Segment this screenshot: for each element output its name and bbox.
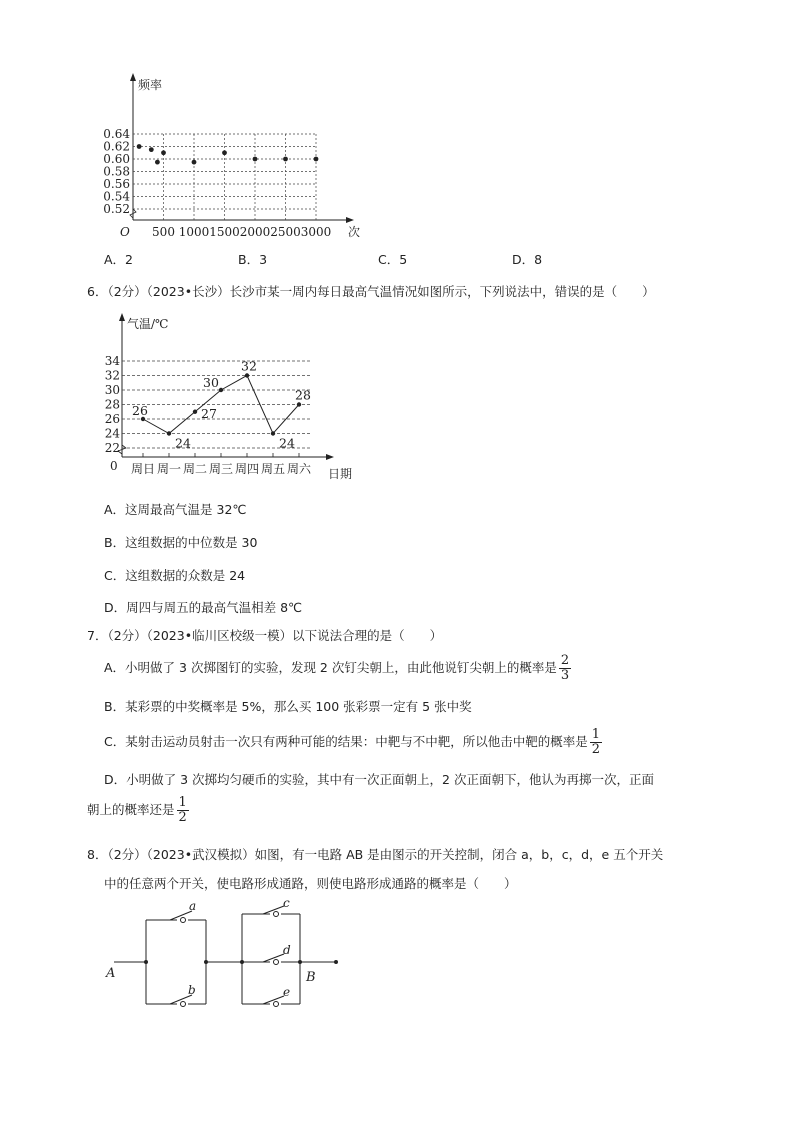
y-axis-label: 气温/℃ bbox=[127, 317, 169, 331]
switch-e-contact bbox=[274, 1002, 279, 1007]
label-a: a bbox=[189, 899, 197, 913]
q8-stem-line2: 中的任意两个开关，使电路形成通路，则使电路形成通路的概率是（ ） bbox=[104, 876, 517, 891]
q7-option-d-line2: 朝上的概率还是 bbox=[87, 802, 175, 817]
label-b: b bbox=[188, 983, 196, 997]
q7-option-c[interactable] bbox=[104, 728, 602, 757]
data-point bbox=[222, 150, 227, 155]
y-tick-label: 0.54 bbox=[103, 189, 130, 204]
data-label: 24 bbox=[279, 435, 295, 451]
x-tick-label: 1500 bbox=[209, 225, 240, 239]
data-point bbox=[253, 157, 258, 162]
q7-option-d-line1: D．小明做了 3 次掷均匀硬币的实验，其中有一次正面朝上，2 次正面朝下，他认为再掷一次，正面 bbox=[104, 772, 654, 787]
data-point bbox=[219, 388, 223, 392]
temperature-chart bbox=[98, 310, 368, 488]
q8-stem-line1: 8．（2分）（2023•武汉模拟）如图，有一电路 AB 是由图示的开关控制，闭合 a，b，c，d，e 五个开关 bbox=[87, 847, 664, 862]
data-point bbox=[271, 431, 275, 435]
data-point bbox=[314, 157, 319, 162]
x-axis-label: 次 bbox=[348, 225, 361, 239]
switch-c-contact bbox=[274, 912, 279, 917]
data-label: 24 bbox=[175, 435, 191, 451]
q5-option-b[interactable]: B．3 bbox=[238, 252, 268, 267]
x-tick-label: 3000 bbox=[300, 225, 332, 239]
data-point bbox=[283, 157, 288, 162]
y-axis-label: 频率 bbox=[138, 78, 163, 92]
data-point bbox=[167, 431, 171, 435]
y-tick-label: 24 bbox=[104, 426, 120, 441]
data-point bbox=[192, 160, 197, 165]
label-B: B bbox=[306, 970, 316, 985]
y-tick-label: 22 bbox=[104, 441, 120, 455]
q7-option-c-text: C．某射击运动员射击一次只有两种可能的结果：中靶与不中靶，所以他击中靶的概率是 bbox=[104, 734, 588, 749]
data-point bbox=[149, 147, 154, 152]
y-tick-label: 26 bbox=[104, 412, 120, 426]
q7-option-c-fraction: $\frac{1}{2}$ bbox=[591, 727, 601, 757]
label-c: c bbox=[283, 898, 290, 910]
node-left bbox=[144, 960, 148, 964]
y-axis-arrow bbox=[119, 313, 125, 321]
x-tick-label: 周日 bbox=[130, 462, 156, 476]
y-tick-label: 0.60 bbox=[103, 152, 130, 166]
node-right bbox=[298, 960, 302, 964]
q6-option-d[interactable]: D．周四与周五的最高气温相差 8℃ bbox=[104, 600, 303, 615]
y-tick-label: 0.58 bbox=[103, 164, 130, 179]
data-label: 32 bbox=[241, 358, 257, 374]
x-tick-label: 2500 bbox=[270, 225, 301, 239]
switch-a-contact bbox=[181, 918, 186, 923]
y-tick-label: 28 bbox=[104, 397, 120, 412]
data-point bbox=[193, 410, 197, 414]
data-label: 27 bbox=[201, 405, 217, 421]
data-label: 30 bbox=[203, 375, 219, 390]
q7-option-d-fraction: $\frac{1}{2}$ bbox=[178, 795, 187, 825]
y-tick-label: 32 bbox=[104, 368, 120, 383]
q7-option-d[interactable] bbox=[104, 770, 654, 788]
data-label: 26 bbox=[132, 403, 148, 418]
q7-option-b[interactable]: B．某彩票的中奖概率是 5%，那么买 100 张彩票一定有 5 张中奖 bbox=[104, 699, 472, 714]
data-label: 28 bbox=[295, 387, 311, 403]
x-axis-label: 日期 bbox=[328, 467, 353, 481]
data-point bbox=[137, 144, 142, 149]
data-point bbox=[155, 160, 160, 165]
node-mid-left bbox=[204, 960, 208, 964]
label-e: e bbox=[283, 985, 291, 999]
x-tick-label: 2000 bbox=[239, 225, 271, 239]
x-tick-label: 周一 bbox=[156, 462, 182, 476]
data-point bbox=[161, 150, 166, 155]
label-d: d bbox=[283, 943, 291, 957]
series-line bbox=[143, 376, 299, 434]
origin-label: 0 bbox=[110, 459, 118, 473]
node-end bbox=[334, 960, 338, 964]
q7-option-d-cont[interactable] bbox=[87, 796, 189, 825]
q5-option-c[interactable]: C．5 bbox=[378, 252, 408, 267]
q6-option-a[interactable]: A．这周最高气温是 32℃ bbox=[104, 502, 247, 517]
origin-label: O bbox=[120, 225, 130, 239]
frequency-chart bbox=[100, 70, 370, 245]
q5-option-a[interactable]: A．2 bbox=[104, 252, 134, 267]
y-tick-label: 34 bbox=[104, 354, 120, 368]
q7-option-a-text: A．小明做了 3 次掷图钉的实验，发现 2 次钉尖朝上，由此他说钉尖朝上的概率是 bbox=[104, 660, 557, 675]
x-tick-label: 周二 bbox=[182, 462, 208, 476]
y-axis-arrow bbox=[130, 73, 136, 81]
x-axis-arrow bbox=[326, 454, 334, 460]
x-axis-arrow bbox=[346, 217, 354, 223]
x-tick-label: 周四 bbox=[234, 462, 260, 476]
y-tick-label: 0.64 bbox=[103, 127, 130, 141]
q6-option-c[interactable]: C．这组数据的众数是 24 bbox=[104, 568, 246, 583]
switch-d-contact bbox=[274, 960, 279, 965]
label-A: A bbox=[106, 966, 116, 981]
x-tick-label: 周三 bbox=[208, 462, 234, 476]
q6-stem: 6．（2分）（2023•长沙）长沙市某一周内每日最高气温情况如图所示，下列说法中，错误的是（ ） bbox=[87, 284, 655, 299]
switch-b-contact bbox=[181, 1002, 186, 1007]
node-mid-right bbox=[240, 960, 244, 964]
y-tick-label: 30 bbox=[104, 383, 120, 397]
x-tick-label: 500 bbox=[152, 225, 175, 239]
x-tick-label: 周六 bbox=[286, 462, 312, 476]
y-tick-label: 0.52 bbox=[103, 202, 130, 216]
q6-option-b[interactable]: B．这组数据的中位数是 30 bbox=[104, 535, 258, 550]
q7-stem: 7．（2分）（2023•临川区校级一模）以下说法合理的是（ ） bbox=[87, 628, 443, 643]
x-tick-label: 周五 bbox=[260, 462, 286, 476]
circuit-diagram bbox=[100, 898, 350, 1013]
q5-option-d[interactable]: D．8 bbox=[512, 252, 543, 267]
data-point bbox=[297, 402, 301, 406]
q7-option-a-fraction: $\frac{2}{3}$ bbox=[560, 653, 570, 683]
y-tick-label: 0.56 bbox=[103, 177, 130, 191]
y-tick-label: 0.62 bbox=[103, 139, 130, 154]
x-tick-label: 1000 bbox=[178, 225, 210, 239]
data-point bbox=[245, 373, 249, 377]
q7-option-a[interactable] bbox=[104, 654, 571, 683]
